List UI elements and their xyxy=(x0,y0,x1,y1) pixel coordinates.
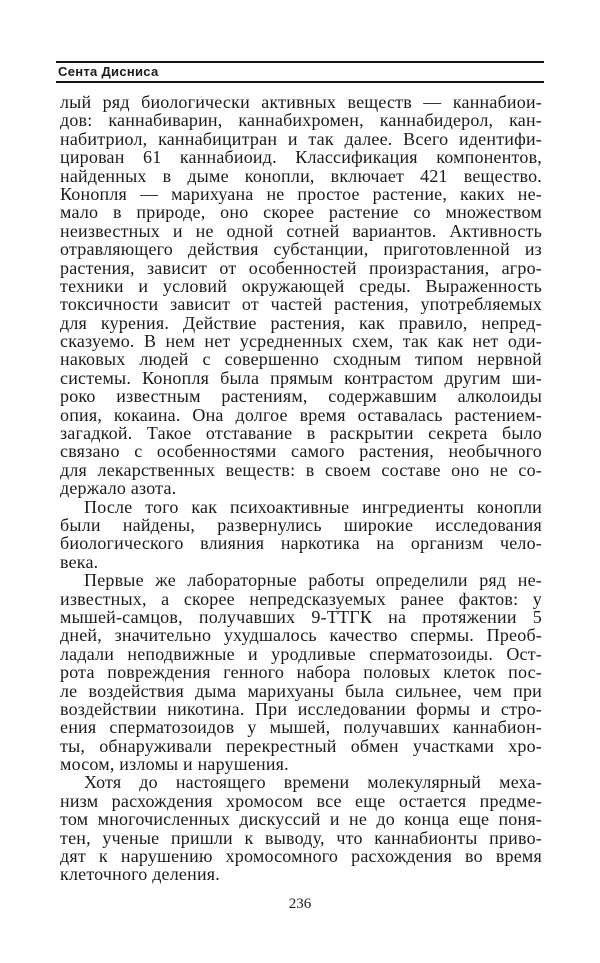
text-line: неизвестных и не одной сотней вариантов. Активность xyxy=(60,220,542,241)
text-line: мало в природе, оно скорее растение со множеством xyxy=(60,202,542,223)
text-line: опия, кокаина. Она долгое время оставалась растением- xyxy=(60,404,542,425)
text-line: отравляющего действия субстанции, приготовленной из xyxy=(60,239,542,260)
text-line: ле воздействия дыма марихуаны была сильнее, чем при xyxy=(60,680,542,701)
text-line: дов: каннабиварин, каннабихромен, каннабидерол, кан- xyxy=(60,110,542,131)
text-line: держало азота. xyxy=(60,478,177,499)
text-line: дней, значительно ухудшалось качество спермы. Преоб- xyxy=(60,625,542,646)
text-line: роко известным растениям, содержавшим алколоиды xyxy=(60,386,542,407)
text-line: воздействии никотина. При исследовании формы и стро- xyxy=(60,698,542,719)
text-line: системы. Конопля была прямым контрастом другим ши- xyxy=(60,367,542,388)
header-rule-top xyxy=(56,61,544,63)
paragraph xyxy=(60,498,542,572)
text-line: ладали неподвижные и уродливые сперматозоиды. Ост- xyxy=(60,643,542,664)
text-line: Конопля — марихуана не простое растение, каких не- xyxy=(60,183,542,204)
text-line: низм расхождения хромосом все еще остается предме- xyxy=(60,790,542,811)
text-line: наковых людей с совершенно сходным типом нервной xyxy=(60,349,542,370)
paragraph xyxy=(60,773,542,883)
text-line: лый ряд биологически активных веществ — каннабиои- xyxy=(60,92,542,112)
paragraph xyxy=(60,93,542,498)
text-line: дят к нарушению хромосомного расхождения во время xyxy=(60,846,542,867)
text-line: том многочисленных дискуссий и не до конца еще поня- xyxy=(60,809,542,830)
text-line: рота повреждения генного набора половых клеток пос- xyxy=(60,662,542,683)
text-line: века. xyxy=(60,551,99,572)
running-head: Сента Дисниса xyxy=(58,64,159,79)
text-line: набитриол, каннабицитран и так далее. Всего идентифи- xyxy=(60,128,542,149)
text-line: найденных в дыме конопли, включает 421 вещество. xyxy=(60,165,542,186)
text-line: были найдены, развернулись широкие исследования xyxy=(60,514,542,535)
text-line: растения, зависит от особенностей произрастания, агро- xyxy=(60,257,542,278)
text-line: для лекарственных веществ: в своем составе оно не со- xyxy=(60,459,542,480)
paragraph xyxy=(60,571,542,773)
text-line: После того как психоактивные ингредиенты конопли xyxy=(84,496,542,517)
text-line: тен, ученые пришли к выводу, что каннабионты приво- xyxy=(60,827,542,848)
text-line: загадкой. Такое отставание в раскрытии секрета было xyxy=(60,423,542,444)
text-line: ты, обнаруживали перекрестный обмен участками хро- xyxy=(60,735,542,756)
text-line: Хотя до настоящего времени молекулярный меха- xyxy=(84,772,542,793)
header-rule-bottom xyxy=(56,81,544,83)
text-line: известных, а скорее непредсказуемых ранее фактов: у xyxy=(60,588,542,609)
text-line: Первые же лабораторные работы определили ряд не- xyxy=(84,570,542,591)
text-line: связано с особенностями самого растения, необычного xyxy=(60,441,542,462)
text-line: клеточного деления. xyxy=(60,864,220,885)
text-line: мышей-самцов, получавших 9-ТТГК на протяжении 5 xyxy=(60,606,542,627)
text-line: ения сперматозоидов у мышей, получавших каннабион- xyxy=(60,717,542,738)
text-line: мосом, изломы и нарушения. xyxy=(60,754,289,775)
text-line: для курения. Действие растения, как правило, непред- xyxy=(60,312,542,333)
text-line: токсичности зависит от частей растения, употребляемых xyxy=(60,294,542,315)
text-line: сказуемо. В нем нет усредненных схем, так как нет оди- xyxy=(60,331,542,352)
text-line: техники и условий окружающей среды. Выраженность xyxy=(60,275,542,296)
text-line: цирован 61 каннабиоид. Классификация компонентов, xyxy=(60,147,542,168)
page-number: 236 xyxy=(288,896,312,912)
body-text xyxy=(60,93,542,884)
text-line: биологического влияния наркотика на организм чело- xyxy=(60,533,542,554)
